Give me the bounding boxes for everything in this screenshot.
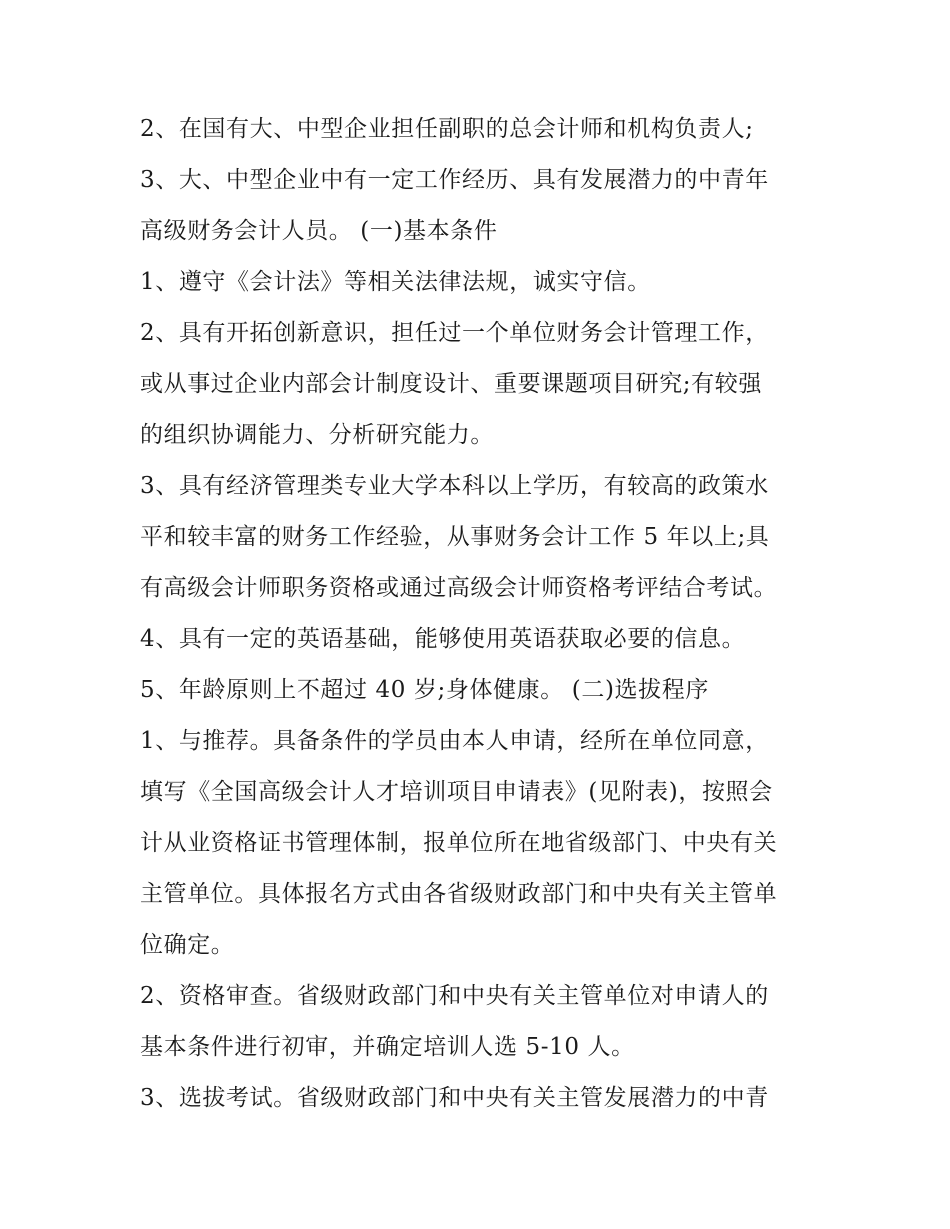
text-line: 有高级会计师职务资格或通过高级会计师资格考评结合考试。 [140, 575, 778, 601]
text-line: 5、年龄原则上不超过 40 岁;身体健康。 (二)选拔程序 [140, 677, 709, 703]
text-line: 2、具有开拓创新意识，担任过一个单位财务会计管理工作， [140, 320, 769, 346]
text-line: 1、与推荐。具备条件的学员由本人申请，经所在单位同意， [140, 728, 769, 754]
text-line: 2、资格审查。省级财政部门和中央有关主管单位对申请人的 [140, 983, 769, 1009]
text-line: 3、大、中型企业中有一定工作经历、具有发展潜力的中青年 [140, 167, 769, 193]
text-line: 或从事过企业内部会计制度设计、重要课题项目研究;有较强 [140, 371, 762, 397]
text-line: 3、选拔考试。省级财政部门和中央有关主管发展潜力的中青 [140, 1085, 769, 1111]
text-line: 位确定。 [140, 932, 235, 958]
text-line: 基本条件进行初审，并确定培训人选 5-10 人。 [140, 1034, 635, 1060]
text-line: 填写《全国高级会计人才培训项目申请表》(见附表)，按照会 [140, 779, 773, 805]
text-line: 3、具有经济管理类专业大学本科以上学历，有较高的政策水 [140, 473, 769, 499]
text-line: 平和较丰富的财务工作经验，从事财务会计工作 5 年以上;具 [140, 524, 770, 550]
text-line: 1、遵守《会计法》等相关法律法规，诚实守信。 [140, 269, 651, 295]
text-line: 高级财务会计人员。 (一)基本条件 [140, 218, 498, 244]
text-line: 2、在国有大、中型企业担任副职的总会计师和机构负责人; [140, 116, 754, 142]
document-body [140, 104, 830, 1124]
text-line: 主管单位。具体报名方式由各省级财政部门和中央有关主管单 [140, 881, 778, 907]
text-line: 4、具有一定的英语基础，能够使用英语获取必要的信息。 [140, 626, 746, 652]
text-line: 的组织协调能力、分析研究能力。 [140, 422, 494, 448]
text-line: 计从业资格证书管理体制，报单位所在地省级部门、中央有关 [140, 830, 778, 856]
